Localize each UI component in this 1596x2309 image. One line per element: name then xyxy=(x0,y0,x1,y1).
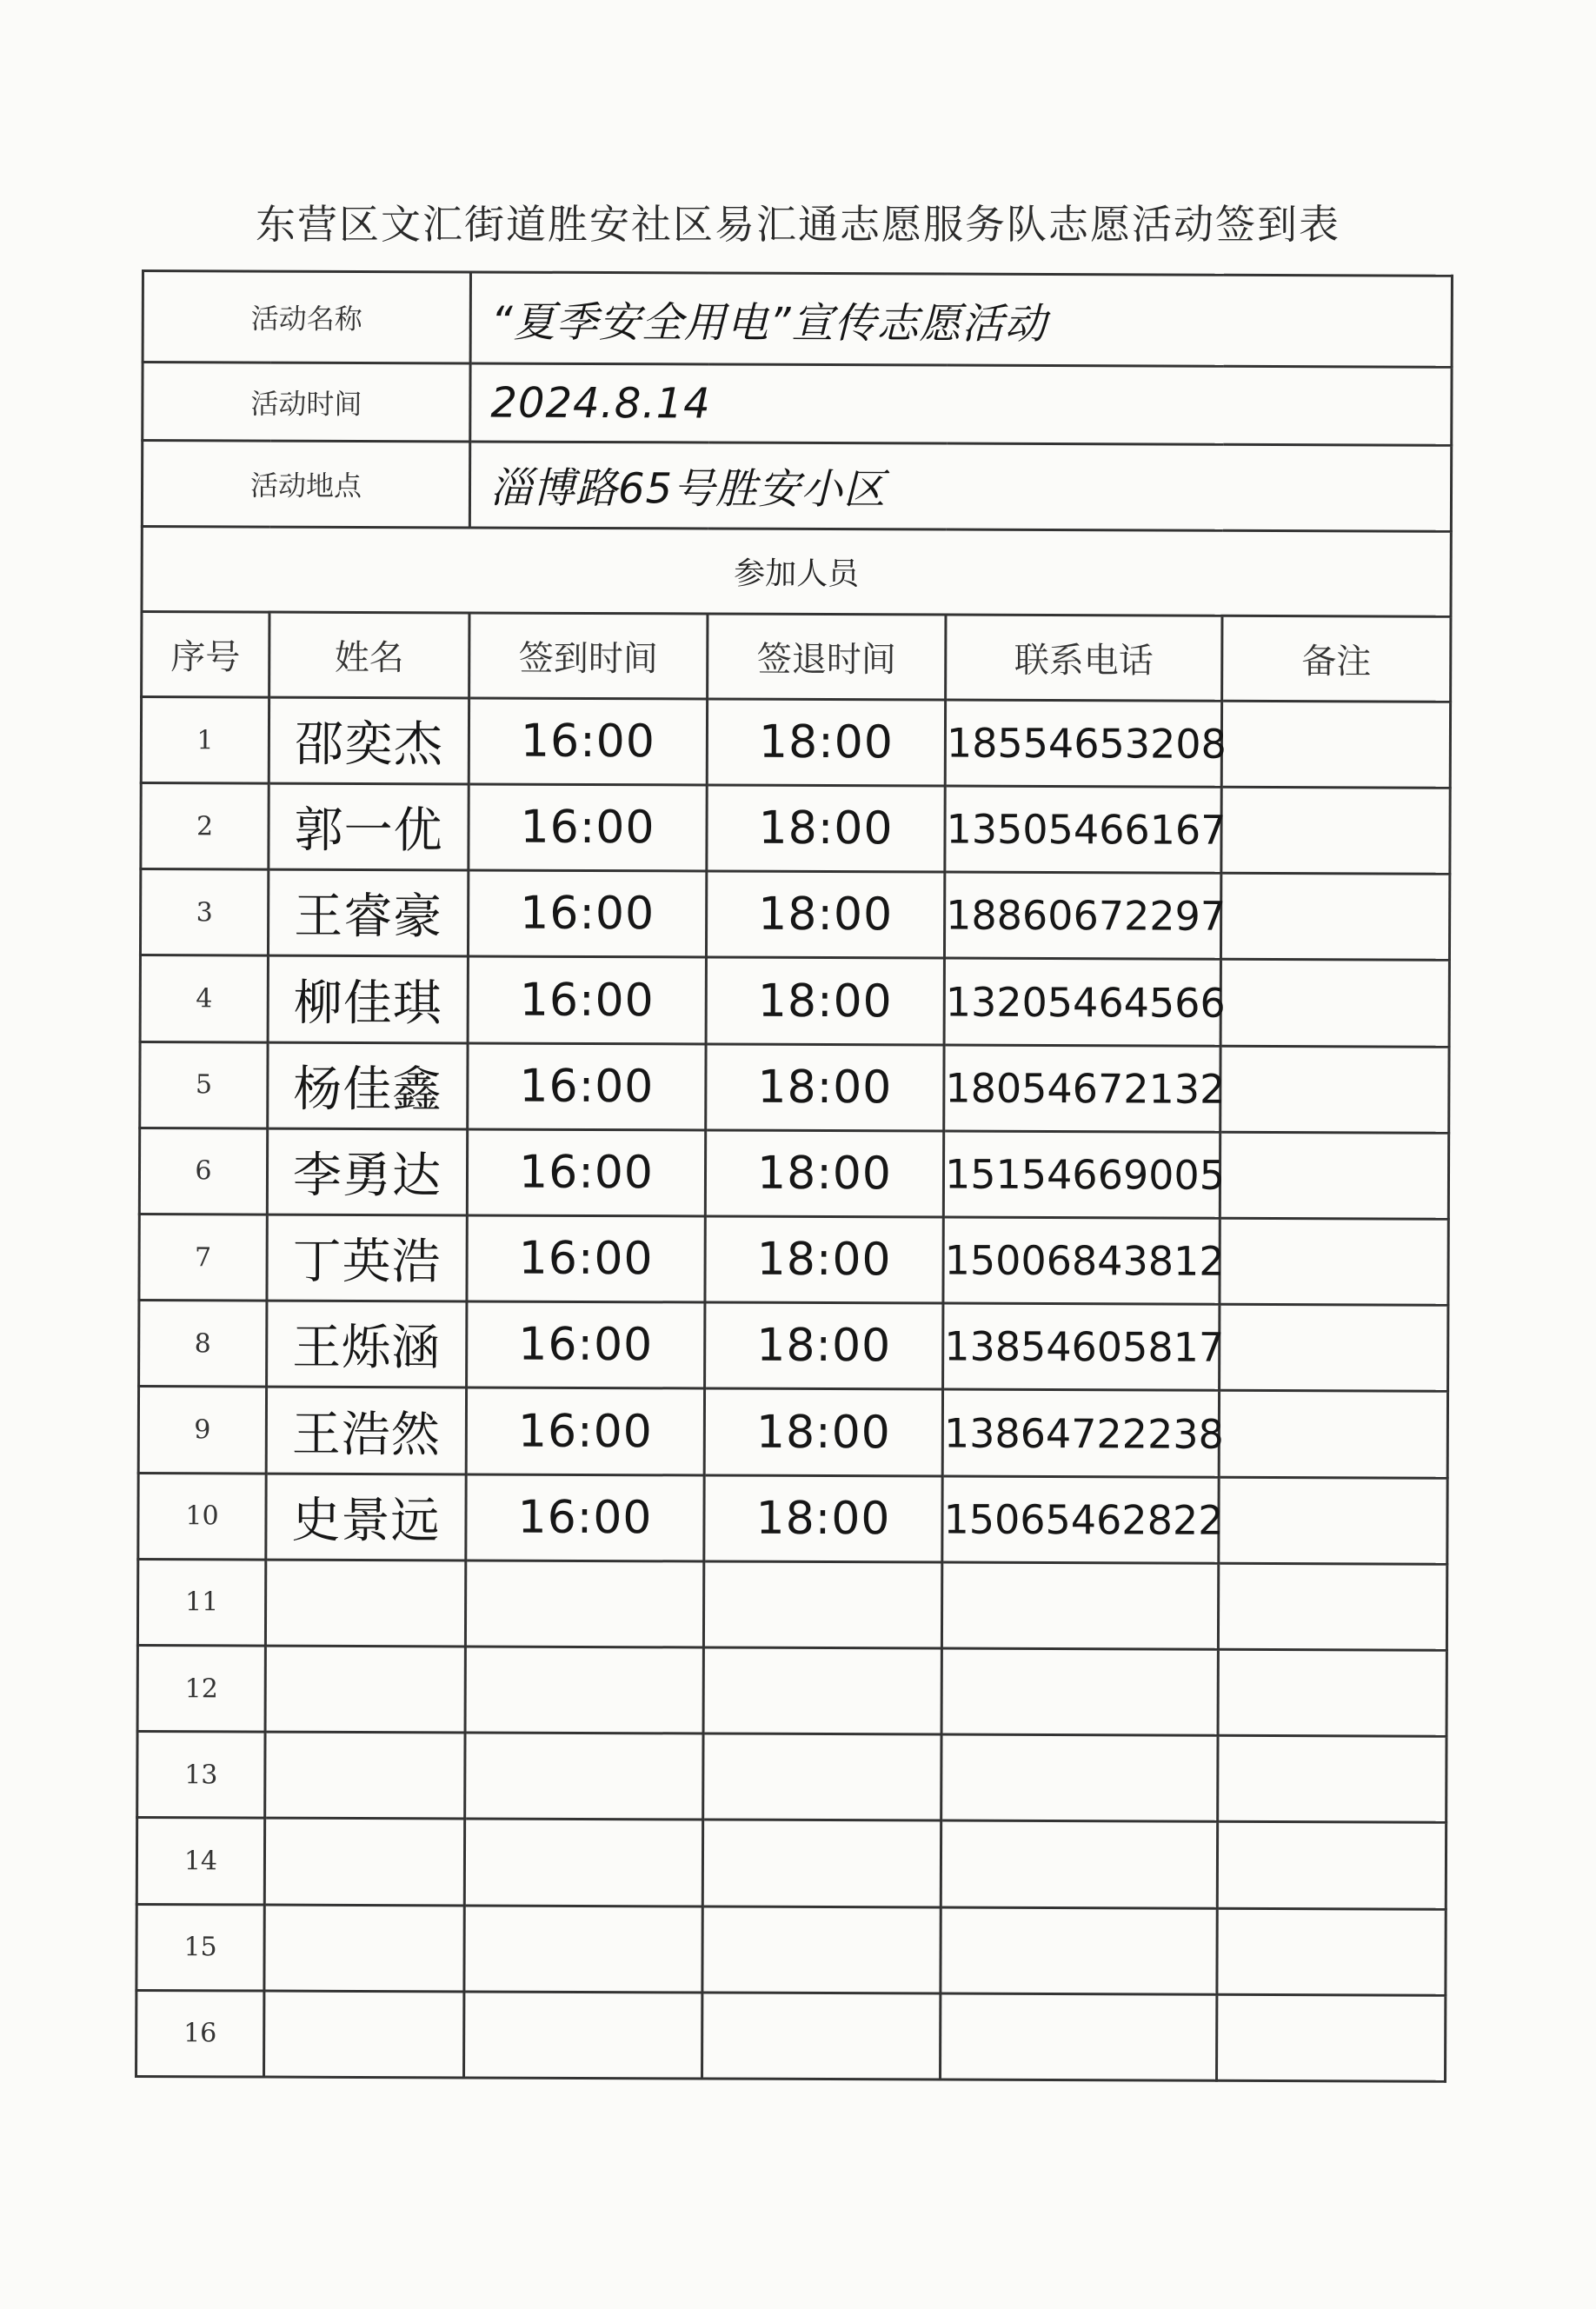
sign-in-table xyxy=(135,269,1453,2083)
table-row xyxy=(138,1473,1447,1564)
col-header-note: 备注 xyxy=(1222,616,1451,702)
row-seq: 1 xyxy=(141,696,269,783)
row-sign-out-time xyxy=(702,1993,941,2079)
row-sign-in-time: 16:00 xyxy=(466,1387,704,1474)
table-row xyxy=(138,1387,1447,1478)
row-phone xyxy=(941,1820,1217,1907)
row-seq: 16 xyxy=(136,1990,264,2077)
row-name: 丁英浩 xyxy=(267,1214,467,1301)
row-sign-in-time xyxy=(464,1819,702,1906)
participants-header-row xyxy=(142,526,1451,616)
row-seq: 13 xyxy=(137,1732,265,1819)
row-phone: 13205464566 xyxy=(944,959,1220,1046)
row-name xyxy=(264,1818,464,1905)
row-note xyxy=(1218,1563,1446,1650)
row-sign-out-time: 18:00 xyxy=(704,1388,942,1475)
row-sign-out-time: 18:00 xyxy=(704,1475,942,1562)
row-sign-in-time: 16:00 xyxy=(469,784,707,871)
table-row xyxy=(136,1904,1446,1995)
row-sign-in-time: 16:00 xyxy=(469,698,707,785)
table-row xyxy=(139,1301,1448,1392)
row-note xyxy=(1219,1477,1447,1564)
row-seq: 5 xyxy=(140,1041,268,1128)
row-phone: 15065462822 xyxy=(942,1476,1219,1563)
col-header-seq: 序号 xyxy=(142,611,269,697)
activity-name-value: “夏季安全用电”宣传志愿活动 xyxy=(470,272,1452,368)
row-note xyxy=(1220,1305,1448,1392)
table-row xyxy=(136,1818,1446,1909)
row-sign-in-time xyxy=(464,1905,702,1992)
activity-time-value: 2024.8.14 xyxy=(470,363,1452,446)
row-sign-out-time: 18:00 xyxy=(706,1044,944,1131)
activity-time-row xyxy=(143,363,1452,446)
row-sign-out-time xyxy=(702,1820,941,1906)
row-name: 李勇达 xyxy=(267,1128,467,1215)
table-row xyxy=(140,955,1449,1047)
row-phone xyxy=(941,1562,1218,1649)
activity-place-value: 淄博路65号胜安小区 xyxy=(469,442,1451,531)
activity-name-row xyxy=(143,271,1452,368)
row-sign-out-time xyxy=(703,1733,941,1820)
table-row xyxy=(137,1732,1446,1823)
row-sign-out-time: 18:00 xyxy=(706,871,944,958)
row-seq: 3 xyxy=(140,869,268,956)
row-sign-in-time xyxy=(465,1647,703,1733)
row-phone: 13864722238 xyxy=(942,1389,1219,1476)
row-sign-in-time: 16:00 xyxy=(467,1129,705,1216)
row-sign-in-time: 16:00 xyxy=(468,956,706,1043)
row-name: 邵奕杰 xyxy=(269,697,469,784)
row-phone: 15154669005 xyxy=(943,1131,1220,1218)
row-seq: 6 xyxy=(139,1128,267,1214)
row-note xyxy=(1218,1649,1446,1736)
row-note xyxy=(1217,1908,1446,1995)
row-seq: 12 xyxy=(137,1645,265,1732)
table-row xyxy=(139,1128,1448,1219)
row-name xyxy=(265,1646,465,1733)
row-name: 王浩然 xyxy=(266,1387,466,1474)
row-seq: 9 xyxy=(138,1387,266,1474)
row-phone xyxy=(941,1993,1217,2080)
row-sign-out-time xyxy=(702,1906,941,1993)
col-header-sign-in-time: 签到时间 xyxy=(469,613,708,699)
col-header-phone: 联系电话 xyxy=(946,615,1222,701)
row-note xyxy=(1220,874,1449,961)
row-sign-in-time: 16:00 xyxy=(468,1043,706,1130)
row-name xyxy=(265,1560,465,1647)
row-sign-out-time: 18:00 xyxy=(705,1216,943,1303)
row-note xyxy=(1220,960,1449,1047)
activity-time-label: 活动时间 xyxy=(143,363,470,443)
row-seq: 4 xyxy=(140,955,268,1042)
row-sign-out-time: 18:00 xyxy=(705,1302,943,1389)
row-sign-out-time: 18:00 xyxy=(705,1130,943,1217)
row-phone xyxy=(941,1734,1218,1821)
table-row xyxy=(137,1645,1446,1736)
row-name: 王睿豪 xyxy=(268,869,468,956)
row-note xyxy=(1220,1132,1448,1219)
row-note xyxy=(1217,1994,1446,2081)
row-phone: 18554653208 xyxy=(945,700,1221,787)
form-title: 东营区文汇街道胜安社区易汇通志愿服务队志愿活动签到表 xyxy=(256,201,1340,248)
sign-in-sheet xyxy=(135,269,1451,2083)
row-phone: 15006843812 xyxy=(943,1217,1220,1304)
table-row xyxy=(140,1041,1449,1133)
row-name: 王烁涵 xyxy=(267,1301,467,1387)
row-sign-in-time xyxy=(464,1992,702,2079)
row-seq: 7 xyxy=(139,1214,267,1301)
row-name xyxy=(265,1732,465,1819)
activity-place-label: 活动地点 xyxy=(142,441,469,528)
table-row xyxy=(139,1214,1448,1306)
row-seq: 15 xyxy=(136,1904,264,1991)
activity-name-label: 活动名称 xyxy=(143,271,470,364)
table-row xyxy=(141,696,1450,788)
row-note xyxy=(1219,1391,1447,1478)
row-note xyxy=(1221,787,1450,874)
table-row xyxy=(141,783,1450,875)
row-seq: 14 xyxy=(136,1818,264,1905)
row-seq: 8 xyxy=(139,1301,267,1387)
row-note xyxy=(1220,1218,1448,1305)
row-phone: 18054672132 xyxy=(944,1045,1220,1132)
row-seq: 10 xyxy=(138,1473,266,1560)
table-row xyxy=(136,1990,1446,2081)
row-note xyxy=(1220,1046,1449,1133)
col-header-name: 姓名 xyxy=(269,612,469,698)
participants-header: 参加人员 xyxy=(142,526,1451,616)
row-sign-out-time: 18:00 xyxy=(707,785,945,872)
row-sign-out-time xyxy=(703,1561,941,1648)
activity-place-row xyxy=(142,441,1451,531)
row-note xyxy=(1221,701,1450,788)
row-phone xyxy=(941,1907,1217,1994)
row-note xyxy=(1217,1822,1446,1909)
row-name xyxy=(264,1991,464,2078)
row-sign-in-time: 16:00 xyxy=(467,1215,705,1302)
row-sign-out-time: 18:00 xyxy=(706,957,944,1044)
table-row xyxy=(137,1559,1446,1650)
row-phone xyxy=(941,1648,1218,1735)
table-row xyxy=(140,869,1449,961)
row-name xyxy=(264,1905,464,1992)
row-sign-in-time: 16:00 xyxy=(468,870,706,957)
row-phone: 13854605817 xyxy=(943,1303,1220,1390)
row-seq: 11 xyxy=(137,1559,265,1646)
row-sign-out-time: 18:00 xyxy=(707,699,945,786)
row-seq: 2 xyxy=(141,783,269,870)
column-header-row xyxy=(142,611,1451,702)
row-name: 郭一优 xyxy=(269,783,469,870)
row-sign-out-time xyxy=(703,1647,941,1734)
row-name: 史景远 xyxy=(266,1474,466,1560)
row-note xyxy=(1218,1735,1446,1822)
row-sign-in-time: 16:00 xyxy=(466,1474,704,1561)
row-phone: 13505466167 xyxy=(945,786,1221,873)
row-sign-in-time: 16:00 xyxy=(467,1301,705,1388)
row-sign-in-time xyxy=(465,1733,703,1820)
row-phone: 18860672297 xyxy=(944,872,1220,959)
row-sign-in-time xyxy=(465,1560,703,1647)
row-name: 杨佳鑫 xyxy=(268,1042,468,1129)
col-header-sign-out-time: 签退时间 xyxy=(708,614,946,700)
row-name: 柳佳琪 xyxy=(268,956,468,1043)
